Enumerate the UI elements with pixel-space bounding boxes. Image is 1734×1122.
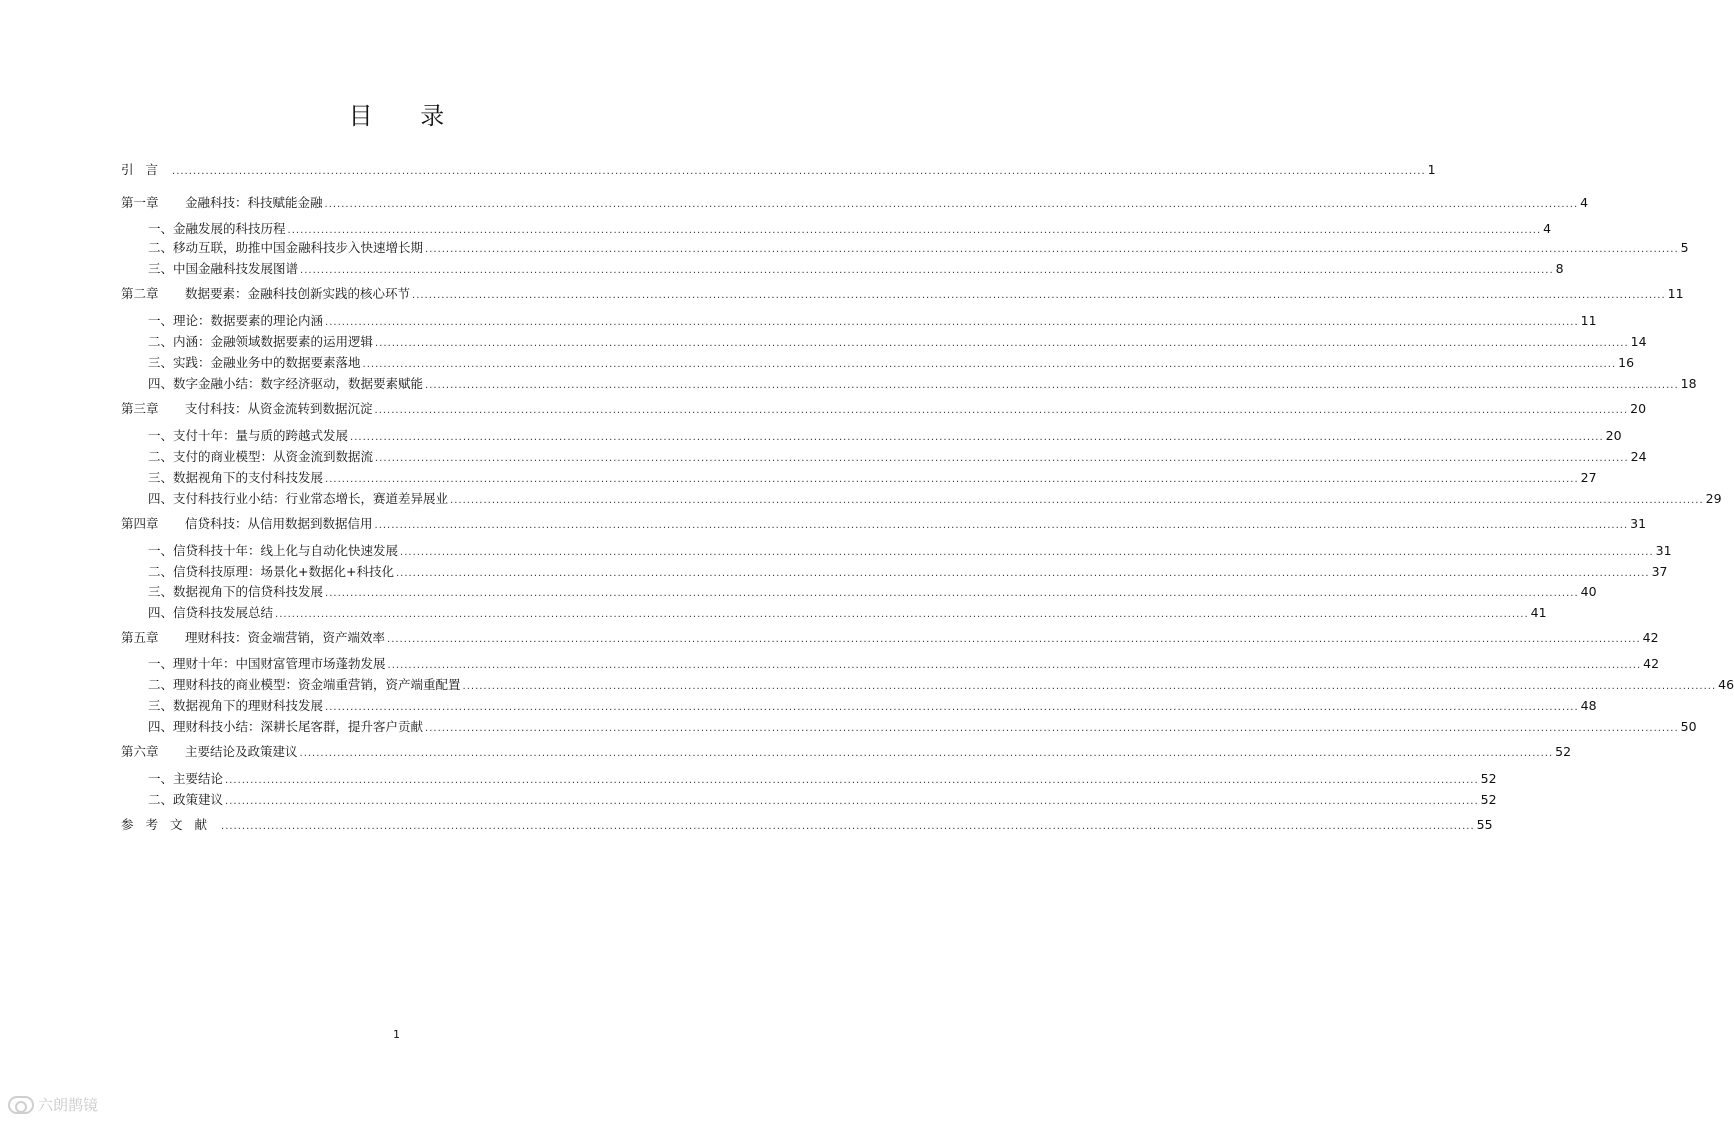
toc-entry-title: 数据视角下的理财科技发展 bbox=[173, 698, 324, 713]
toc-leader-dots: ............................................................................................................................................................................................................................................................................................................ bbox=[387, 660, 1642, 671]
toc-leader-dots: ............................................................................................................................................................................................................................................................................................................ bbox=[375, 453, 1629, 464]
toc-page-number: 16 bbox=[1618, 355, 1635, 370]
toc-page-number: 42 bbox=[1643, 656, 1660, 671]
toc-section-entry[interactable] bbox=[148, 259, 1564, 279]
toc-entry-number: 二、 bbox=[148, 792, 174, 807]
toc-leader-dots: ............................................................................................................................................................................................................................................................................................................ bbox=[425, 723, 1679, 734]
toc-entry-label bbox=[148, 219, 286, 239]
toc-entry-number: 三、 bbox=[148, 261, 174, 276]
toc-entry-title: 支付十年：量与质的跨越式发展 bbox=[173, 428, 349, 443]
toc-entry-number: 第二章 bbox=[121, 286, 159, 301]
toc-chapter-entry[interactable] bbox=[121, 628, 1659, 648]
toc-entry-title: 理财科技：资金端营销，资产端效率 bbox=[185, 630, 386, 645]
toc-entry-title: 理财科技的商业模型：资金端重营销，资产端重配置 bbox=[173, 677, 461, 692]
toc-page-number: 14 bbox=[1630, 334, 1647, 349]
toc-entry-label bbox=[148, 426, 348, 446]
toc-entry-title: 信贷科技原理：场景化+数据化+科技化 bbox=[173, 564, 394, 579]
toc-leader-dots: ............................................................................................................................................................................................................................................................................................................ bbox=[400, 547, 1654, 558]
toc-page-number: 5 bbox=[1680, 240, 1689, 255]
toc-page-number: 24 bbox=[1630, 449, 1647, 464]
toc-entry[interactable] bbox=[121, 815, 1493, 835]
toc-entry-number: 一、 bbox=[148, 543, 174, 558]
page-number: 1 bbox=[393, 1028, 400, 1041]
toc-entry-number: 二、 bbox=[148, 240, 174, 255]
toc-chapter-entry[interactable] bbox=[121, 399, 1647, 419]
toc-section-entry[interactable] bbox=[148, 219, 1552, 239]
toc-entry-title: 理财科技小结：深耕长尾客群，提升客户贡献 bbox=[173, 719, 424, 734]
toc-leader-dots: ............................................................................................................................................................................................................................................................................................................ bbox=[350, 432, 1604, 443]
toc-entry-title: 支付的商业模型：从资金流到数据流 bbox=[173, 449, 374, 464]
toc-entry-title: 信贷科技：从信用数据到数据信用 bbox=[185, 516, 373, 531]
toc-leader-dots: ............................................................................................................................................................................................................................................................................................................ bbox=[172, 166, 1426, 177]
toc-entry-label bbox=[148, 259, 298, 279]
toc-entry-label bbox=[148, 790, 223, 810]
toc-entry-title: 支付科技：从资金流转到数据沉淀 bbox=[185, 401, 373, 416]
toc-leader-dots: ............................................................................................................................................................................................................................................................................................................ bbox=[362, 359, 1617, 370]
toc-leader-dots: ............................................................................................................................................................................................................................................................................................................ bbox=[375, 338, 1629, 349]
toc-page-number: 11 bbox=[1580, 313, 1597, 328]
toc-section-entry[interactable] bbox=[148, 769, 1497, 789]
toc-entry-label bbox=[148, 311, 323, 331]
toc-leader-dots: ............................................................................................................................................................................................................................................................................................................ bbox=[300, 265, 1554, 276]
toc-leader-dots: ............................................................................................................................................................................................................................................................................................................ bbox=[425, 380, 1679, 391]
toc-page-number: 52 bbox=[1480, 771, 1497, 786]
toc-chapter-entry[interactable] bbox=[121, 284, 1684, 304]
toc-entry-number: 参考文献 bbox=[121, 817, 220, 832]
toc-leader-dots: ............................................................................................................................................................................................................................................................................................................ bbox=[324, 199, 1579, 210]
toc-entry-number: 二、 bbox=[148, 564, 174, 579]
toc-section-entry[interactable] bbox=[148, 332, 1647, 352]
toc-entry-number: 四、 bbox=[148, 491, 174, 506]
toc-section-entry[interactable] bbox=[148, 654, 1660, 674]
toc-entry-number: 一、 bbox=[148, 313, 174, 328]
toc-entry-title: 数字金融小结：数字经济驱动，数据要素赋能 bbox=[173, 376, 424, 391]
toc-entry-number: 三、 bbox=[148, 584, 174, 599]
toc-page-number: 8 bbox=[1555, 261, 1564, 276]
toc-page-number: 4 bbox=[1580, 195, 1589, 210]
toc-entry-number: 三、 bbox=[148, 698, 174, 713]
toc-leader-dots: ............................................................................................................................................................................................................................................................................................................ bbox=[325, 317, 1579, 328]
toc-entry-label bbox=[121, 399, 373, 419]
toc-entry-number: 第六章 bbox=[121, 744, 159, 759]
toc-entry-title: 数据要素：金融科技创新实践的核心环节 bbox=[185, 286, 411, 301]
toc-page-number: 29 bbox=[1705, 491, 1722, 506]
toc-entry-number: 一、 bbox=[148, 771, 174, 786]
toc-section-entry[interactable] bbox=[148, 541, 1672, 561]
toc-page-number: 50 bbox=[1680, 719, 1697, 734]
toc-entry-label bbox=[121, 284, 410, 304]
toc-leader-dots: ............................................................................................................................................................................................................................................................................................................ bbox=[299, 748, 1554, 759]
toc-section-entry[interactable] bbox=[148, 374, 1697, 394]
toc-entry-title: 实践：金融业务中的数据要素落地 bbox=[173, 355, 361, 370]
toc-page-number: 20 bbox=[1630, 401, 1647, 416]
toc-entry-label bbox=[121, 160, 170, 180]
toc-section-entry[interactable] bbox=[148, 675, 1734, 695]
toc-page-number: 41 bbox=[1530, 605, 1547, 620]
toc-entry-title: 信贷科技发展总结 bbox=[173, 605, 274, 620]
toc-leader-dots: ............................................................................................................................................................................................................................................................................................................ bbox=[412, 290, 1666, 301]
toc-page-number: 48 bbox=[1580, 698, 1597, 713]
toc-leader-dots: ............................................................................................................................................................................................................................................................................................................ bbox=[462, 681, 1717, 692]
toc-chapter-entry[interactable] bbox=[121, 193, 1589, 213]
toc-chapter-entry[interactable] bbox=[121, 742, 1572, 762]
toc-leader-dots: ............................................................................................................................................................................................................................................................................................................ bbox=[325, 474, 1579, 485]
toc-entry-label bbox=[148, 489, 448, 509]
toc-page-number: 46 bbox=[1718, 677, 1734, 692]
toc-entry-title: 中国金融科技发展图谱 bbox=[173, 261, 299, 276]
toc-entry-title: 数据视角下的支付科技发展 bbox=[173, 470, 324, 485]
toc-entry-title: 支付科技行业小结：行业常态增长，赛道差异展业 bbox=[173, 491, 449, 506]
toc-entry-title: 内涵：金融领域数据要素的运用逻辑 bbox=[173, 334, 374, 349]
toc-entry-title: 政策建议 bbox=[173, 792, 224, 807]
toc-entry-label bbox=[148, 582, 323, 602]
toc-entry-number: 第四章 bbox=[121, 516, 159, 531]
toc-leader-dots: ............................................................................................................................................................................................................................................................................................................ bbox=[287, 225, 1542, 236]
toc-section-entry[interactable] bbox=[148, 238, 1689, 258]
toc-entry-number: 二、 bbox=[148, 334, 174, 349]
toc-entry-title: 数据视角下的信贷科技发展 bbox=[173, 584, 324, 599]
toc-entry-number: 三、 bbox=[148, 470, 174, 485]
toc-leader-dots: ............................................................................................................................................................................................................................................................................................................ bbox=[221, 821, 1475, 832]
toc-entry-label bbox=[148, 374, 423, 394]
toc-page-number: 27 bbox=[1580, 470, 1597, 485]
toc-entry-label bbox=[148, 675, 461, 695]
toc-page-number: 52 bbox=[1480, 792, 1497, 807]
toc-entry-number: 第五章 bbox=[121, 630, 159, 645]
toc-section-entry[interactable] bbox=[148, 468, 1597, 488]
toc-section-entry[interactable] bbox=[148, 353, 1635, 373]
toc-page-number: 4 bbox=[1543, 221, 1552, 236]
watermark-logo-icon bbox=[8, 1096, 34, 1114]
toc-entry-number: 四、 bbox=[148, 719, 174, 734]
toc-entry-label bbox=[148, 238, 423, 258]
toc-entry-label bbox=[148, 332, 373, 352]
toc-entry-title: 主要结论 bbox=[173, 771, 224, 786]
toc-entry-label bbox=[148, 717, 423, 737]
watermark bbox=[8, 1094, 98, 1115]
toc-title: 目 录 bbox=[348, 102, 465, 130]
toc-page-number: 18 bbox=[1680, 376, 1697, 391]
toc-section-entry[interactable] bbox=[148, 790, 1497, 810]
toc-entry-number: 一、 bbox=[148, 221, 174, 236]
toc-entry-title: 移动互联，助推中国金融科技步入快速增长期 bbox=[173, 240, 424, 255]
toc-section-entry[interactable] bbox=[148, 603, 1547, 623]
toc-entry-title: 理论：数据要素的理论内涵 bbox=[173, 313, 324, 328]
toc-entry-label bbox=[121, 815, 219, 835]
toc-page-number: 37 bbox=[1651, 564, 1668, 579]
toc-section-entry[interactable] bbox=[148, 562, 1668, 582]
toc-leader-dots: ............................................................................................................................................................................................................................................................................................................ bbox=[275, 609, 1529, 620]
toc-leader-dots: ............................................................................................................................................................................................................................................................................................................ bbox=[450, 495, 1704, 506]
toc-entry-title: 信贷科技十年：线上化与自动化快速发展 bbox=[173, 543, 399, 558]
toc-entry-label bbox=[148, 696, 323, 716]
toc-page-number: 11 bbox=[1667, 286, 1684, 301]
watermark-text: 六朗鹊镜 bbox=[38, 1096, 99, 1114]
toc-leader-dots: ............................................................................................................................................................................................................................................................................................................ bbox=[325, 702, 1579, 713]
toc-entry-label bbox=[148, 562, 394, 582]
toc-page-number: 1 bbox=[1427, 162, 1436, 177]
toc-entry-label bbox=[121, 628, 385, 648]
toc-page-number: 31 bbox=[1630, 516, 1647, 531]
toc-entry-number: 二、 bbox=[148, 677, 174, 692]
toc-section-entry[interactable] bbox=[148, 426, 1622, 446]
toc-entry-label bbox=[148, 654, 386, 674]
toc-entry-number: 第一章 bbox=[121, 195, 159, 210]
toc-section-entry[interactable] bbox=[148, 311, 1597, 331]
toc-page-number: 55 bbox=[1476, 817, 1493, 832]
toc-leader-dots: ............................................................................................................................................................................................................................................................................................................ bbox=[225, 796, 1479, 807]
toc-page-number: 40 bbox=[1580, 584, 1597, 599]
toc-entry-label bbox=[148, 769, 223, 789]
toc-entry-label bbox=[148, 541, 398, 561]
toc-entry-label bbox=[121, 193, 323, 213]
toc-entry-title: 金融发展的科技历程 bbox=[173, 221, 286, 236]
toc-section-entry[interactable] bbox=[148, 489, 1722, 509]
toc-chapter-entry[interactable] bbox=[121, 514, 1647, 534]
toc-entry-title: 理财十年：中国财富管理市场蓬勃发展 bbox=[173, 656, 386, 671]
toc-entry-label bbox=[148, 603, 273, 623]
toc-entry-title: 金融科技：科技赋能金融 bbox=[185, 195, 323, 210]
toc-entry-label bbox=[121, 742, 298, 762]
toc-entry-number: 四、 bbox=[148, 376, 174, 391]
toc-entry-number: 第三章 bbox=[121, 401, 159, 416]
toc-leader-dots: ............................................................................................................................................................................................................................................................................................................ bbox=[395, 568, 1650, 579]
toc-page-number: 52 bbox=[1555, 744, 1572, 759]
toc-leader-dots: ............................................................................................................................................................................................................................................................................................................ bbox=[387, 634, 1641, 645]
toc-entry-title: 主要结论及政策建议 bbox=[185, 744, 298, 759]
toc-leader-dots: ............................................................................................................................................................................................................................................................................................................ bbox=[225, 775, 1479, 786]
toc-leader-dots: ............................................................................................................................................................................................................................................................................................................ bbox=[325, 588, 1579, 599]
toc-leader-dots: ............................................................................................................................................................................................................................................................................................................ bbox=[425, 244, 1679, 255]
toc-page-number: 20 bbox=[1605, 428, 1622, 443]
toc-entry-number: 二、 bbox=[148, 449, 174, 464]
toc-entry-number: 一、 bbox=[148, 656, 174, 671]
toc-section-entry[interactable] bbox=[148, 582, 1597, 602]
toc-entry-number: 三、 bbox=[148, 355, 174, 370]
toc-entry-label bbox=[121, 514, 373, 534]
toc-page-number: 42 bbox=[1642, 630, 1659, 645]
toc-page-number: 31 bbox=[1655, 543, 1672, 558]
toc-leader-dots: ............................................................................................................................................................................................................................................................................................................ bbox=[374, 405, 1629, 416]
toc-entry[interactable] bbox=[121, 160, 1436, 180]
toc-leader-dots: ............................................................................................................................................................................................................................................................................................................ bbox=[374, 520, 1629, 531]
toc-entry-label bbox=[148, 447, 373, 467]
toc-entry-number: 引言 bbox=[121, 162, 171, 177]
toc-entry-number: 一、 bbox=[148, 428, 174, 443]
toc-entry-label bbox=[148, 468, 323, 488]
toc-entry-number: 四、 bbox=[148, 605, 174, 620]
toc-section-entry[interactable] bbox=[148, 696, 1597, 716]
toc-entry-label bbox=[148, 353, 361, 373]
toc-section-entry[interactable] bbox=[148, 447, 1647, 467]
toc-section-entry[interactable] bbox=[148, 717, 1697, 737]
